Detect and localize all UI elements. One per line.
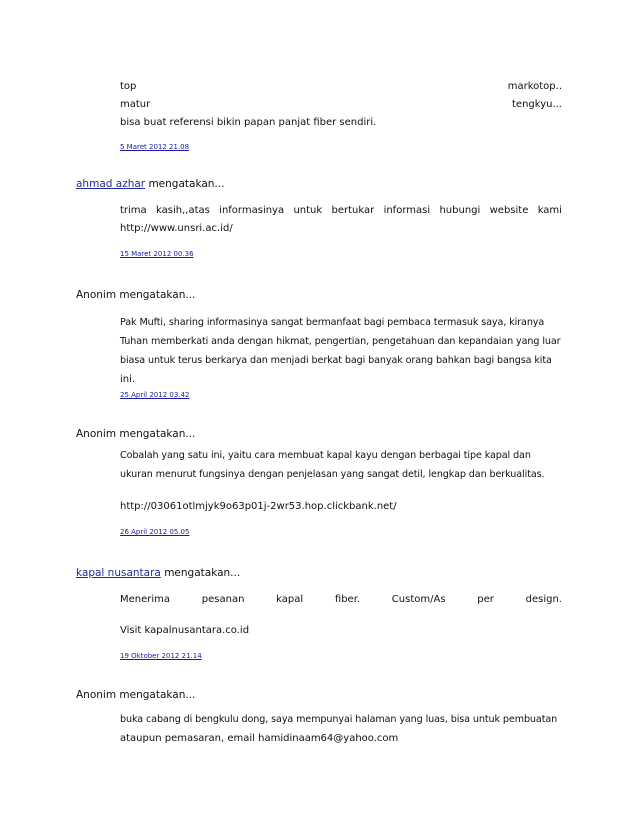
word: hubungi xyxy=(439,205,481,216)
word: fiber. xyxy=(334,594,361,605)
comment-1-line-2 xyxy=(120,98,562,112)
word: bertukar xyxy=(331,205,375,216)
comment-2-timestamp-link[interactable]: 15 Maret 2012 00.36 xyxy=(120,250,194,258)
word: top xyxy=(120,81,137,92)
word: Custom/As xyxy=(391,594,446,605)
comment-6-says: mengatakan... xyxy=(119,689,196,701)
comment-3-line-2: Tuhan memberkati anda dengan hikmat, pengertian, pengetahuan dan kepandaian yang luar xyxy=(120,336,561,347)
comment-3-timestamp-link[interactable]: 25 April 2012 03.42 xyxy=(120,391,190,399)
comment-3-author: Anonim xyxy=(76,289,117,301)
word: website xyxy=(489,205,529,216)
comment-5-says: mengatakan... xyxy=(164,567,241,579)
comment-2-line-2: http://www.unsri.ac.id/ xyxy=(120,223,233,234)
word: informasi xyxy=(383,205,431,216)
word: per xyxy=(477,594,494,605)
comment-5-line-2: Visit kapalnusantara.co.id xyxy=(120,625,250,636)
comment-2-header xyxy=(76,177,224,191)
comment-1-timestamp-link[interactable]: 5 Maret 2012 21.08 xyxy=(120,143,190,151)
comment-3-line-3: biasa untuk terus berkarya dan menjadi berkat bagi banyak orang bahkan bagi bangsa kita xyxy=(120,355,552,366)
comment-3-header xyxy=(76,288,195,302)
comment-5-line-1 xyxy=(120,593,562,607)
comment-4-author: Anonim xyxy=(76,428,117,440)
comment-4-line-2: ukuran menurut fungsinya dengan penjelasan yang sangat detil, lengkap dan berkualitas. xyxy=(120,469,545,480)
word: kapal xyxy=(276,594,304,605)
comment-6-header xyxy=(76,688,195,702)
word: informasinya xyxy=(219,205,285,216)
comment-1-line-1 xyxy=(120,80,562,94)
word: Menerima xyxy=(120,594,171,605)
word: trima xyxy=(120,205,147,216)
comment-2-line-1 xyxy=(120,204,562,218)
comment-3-says: mengatakan... xyxy=(119,289,196,301)
word: matur xyxy=(120,99,151,110)
comment-3-line-4: ini. xyxy=(120,374,136,385)
word: untuk xyxy=(293,205,323,216)
word: markotop.. xyxy=(507,81,562,92)
comment-6-author: Anonim xyxy=(76,689,117,701)
comment-2-says: mengatakan... xyxy=(148,178,225,190)
comment-4-says: mengatakan... xyxy=(119,428,196,440)
comment-4-header xyxy=(76,427,195,441)
comment-6-line-2: ataupun pemasaran, email hamidinaam64@yahoo.com xyxy=(120,733,399,744)
word: kasih,,atas xyxy=(156,205,210,216)
word: tengkyu... xyxy=(512,99,562,110)
comment-4-timestamp-link[interactable]: 26 April 2012 05.05 xyxy=(120,528,190,536)
comment-6-line-1: buka cabang di bengkulu dong, saya mempunyai halaman yang luas, bisa untuk pembuatan xyxy=(120,714,558,725)
word: kami xyxy=(537,205,562,216)
comment-2-author-link[interactable]: ahmad azhar xyxy=(76,178,146,190)
comment-3-line-1: Pak Mufti, sharing informasinya sangat bermanfaat bagi pembaca termasuk saya, kiranya xyxy=(120,317,545,328)
comment-5-timestamp-link[interactable]: 19 Oktober 2012 21.14 xyxy=(120,652,202,660)
comment-5-header xyxy=(76,566,240,580)
comment-1-line-3: bisa buat referensi bikin papan panjat fiber sendiri. xyxy=(120,117,377,128)
comment-4-line-1: Cobalah yang satu ini, yaitu cara membuat kapal kayu dengan berbagai tipe kapal dan xyxy=(120,450,531,461)
word: design. xyxy=(525,594,562,605)
comment-5-author-link[interactable]: kapal nusantara xyxy=(76,567,161,579)
comment-4-url: http://03061otlmjyk9o63p01j-2wr53.hop.clickbank.net/ xyxy=(120,501,397,512)
word: pesanan xyxy=(201,594,245,605)
